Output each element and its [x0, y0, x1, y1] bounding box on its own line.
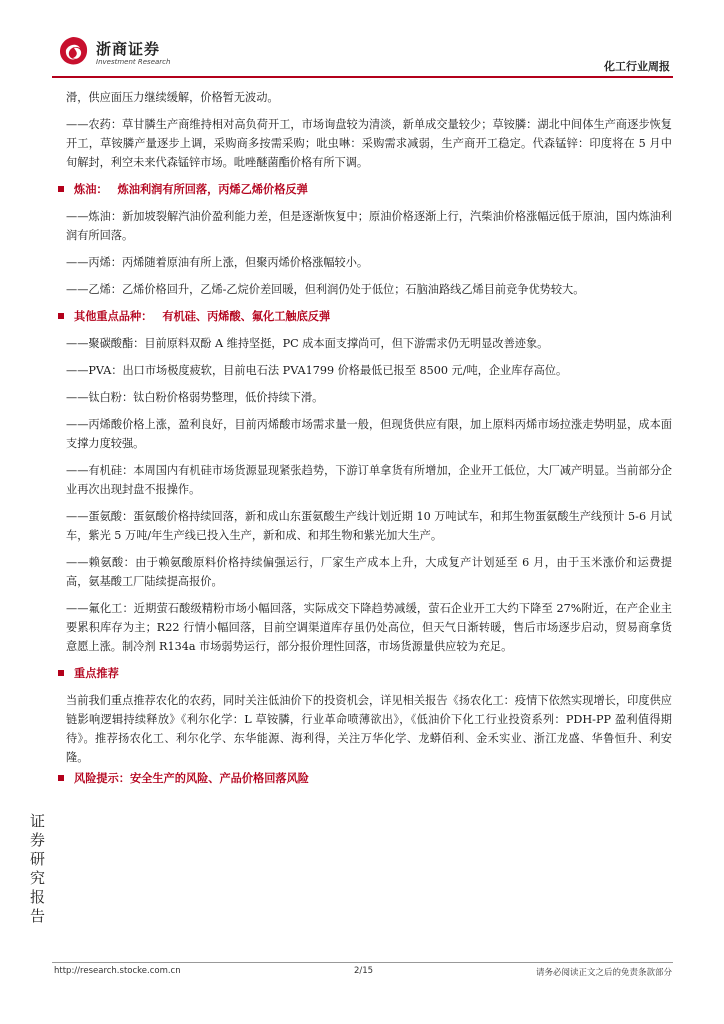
company-name-cn: 浙商证券: [96, 40, 161, 58]
square-bullet-icon: [58, 670, 64, 676]
footer-disclaimer: 请务必阅读正文之后的免责条款部分: [535, 968, 672, 978]
section-heading-refining: 炼油： 炼油利润有所回落，丙烯乙烯价格反弹: [58, 180, 672, 199]
square-bullet-icon: [58, 313, 64, 319]
square-bullet-icon: [58, 775, 64, 781]
report-body: [66, 88, 672, 796]
paragraph-pesticide: ——农药：草甘膦生产商维持相对高负荷开工，市场询盘较为清淡，新单成交量较少；草铵膦：湖北中间体生产商逐步恢复开工，草铵膦产量逐步上调，采购商多按需采购；吡虫啉：采购需求减弱，生产商开工稳定。代森锰锌：印度将在 5 月中旬解封，利空未来代森锰锌市场。吡唑醚菌酯价格有所下调。: [66, 118, 672, 169]
paragraph-methionine: ——蛋氨酸：蛋氨酸价格持续回落，新和成山东蛋氨酸生产线计划近期 10 万吨试车，和邦生物蛋氨酸生产线预计 5-6 月试车，紫光 5 万吨/年生产线已投入生产，新和成、和邦生物和紫光加大生产。: [66, 510, 672, 542]
square-bullet-icon: [58, 186, 64, 192]
footer-url-link[interactable]: http://research.stocke.com.cn: [54, 966, 181, 976]
side-label-research-report: 证 券 研 究 报 告: [30, 812, 46, 925]
paragraph-silicone: ——有机硅：本周国内有机硅市场货源显现紧张趋势，下游订单拿货有所增加，企业开工低位，大厂减产明显。当前部分企业再次出现封盘不报操作。: [66, 464, 672, 496]
page-header: [52, 34, 672, 78]
header-divider: [52, 76, 673, 78]
section-heading-recommend: 重点推荐: [58, 664, 672, 683]
paragraph-pva: ——PVA：出口市场极度疲软，目前电石法 PVA1799 价格最低已报至 8500 元/吨，企业库存高位。: [66, 364, 568, 377]
paragraph-ethylene: ——乙烯：乙烯价格回升，乙烯-乙烷价差回暖，但利润仍处于低位；石脑油路线乙烯目前竞争优势较大。: [66, 283, 585, 296]
company-name-en: Investment Research: [96, 58, 171, 66]
paragraph-pc: ——聚碳酸酯：目前原料双酚 A 维持坚挺，PC 成本面支撑尚可，但下游需求仍无明显改善迹象。: [66, 337, 549, 350]
report-type-label: 化工行业周报: [604, 60, 670, 73]
paragraph-acrylic: ——丙烯酸价格上涨，盈利良好，目前丙烯酸市场需求量一般，但现货供应有限，加上原料丙烯市场拉涨走势明显，成本面支撑力度较强。: [66, 418, 672, 450]
zheshang-logo-icon: [56, 34, 90, 68]
paragraph-refining: ——炼油：新加坡裂解汽油价盈利能力差，但是逐渐恢复中；原油价格逐渐上行，汽柴油价格涨幅远低于原油，国内炼油利润有所回落。: [66, 210, 672, 242]
section-heading-risk: 风险提示：安全生产的风险、产品价格回落风险: [58, 769, 672, 788]
paragraph: 滑，供应面压力继续缓解，价格暂无波动。: [66, 91, 279, 104]
page-number: 2/15: [354, 966, 374, 976]
paragraph-tio2: ——钛白粉：钛白粉价格弱势整理，低价持续下滑。: [66, 391, 324, 404]
paragraph-propylene: ——丙烯：丙烯随着原油有所上涨，但聚丙烯价格涨幅较小。: [66, 256, 369, 269]
footer-divider: [52, 962, 673, 963]
paragraph-recommend: 当前我们重点推荐农化的农药，同时关注低油价下的投资机会，详见相关报告《扬农化工：疫情下依然实现增长，印度供应链影响逻辑持续释放》《利尔化学：L 草铵膦，行业革命喷薄欲出》，《低油价下化工行业投资系列：PDH-PP 盈利值得期待》。推荐扬农化工、利尔化学、东华能源、海利得，关注万华化学、龙蟒佰利、金禾实业、浙江龙盛、华鲁恒升、利安隆。: [66, 694, 672, 764]
section-heading-other: 其他重点品种： 有机硅、丙烯酸、氟化工触底反弹: [58, 307, 672, 326]
paragraph-lysine: ——赖氨酸：由于赖氨酸原料价格持续偏强运行，厂家生产成本上升，大成复产计划延至 6 月，由于玉米涨价和运费提高，氨基酸工厂陆续提高报价。: [66, 556, 672, 588]
paragraph-fluorochemical: ——氟化工：近期萤石酸级精粉市场小幅回落，实际成交下降趋势减缓，萤石企业开工大约下降至 27%附近，在产企业主要累积库存为主；R22 行情小幅回落，目前空调渠道库存虽仍处高位，但天气日渐转暖，售后市场逐步启动，贸易商拿货意愿上涨。制冷剂 R134a 市场弱势运行，部分报价理性回落，市场货源量供应较为充足。: [66, 602, 672, 653]
